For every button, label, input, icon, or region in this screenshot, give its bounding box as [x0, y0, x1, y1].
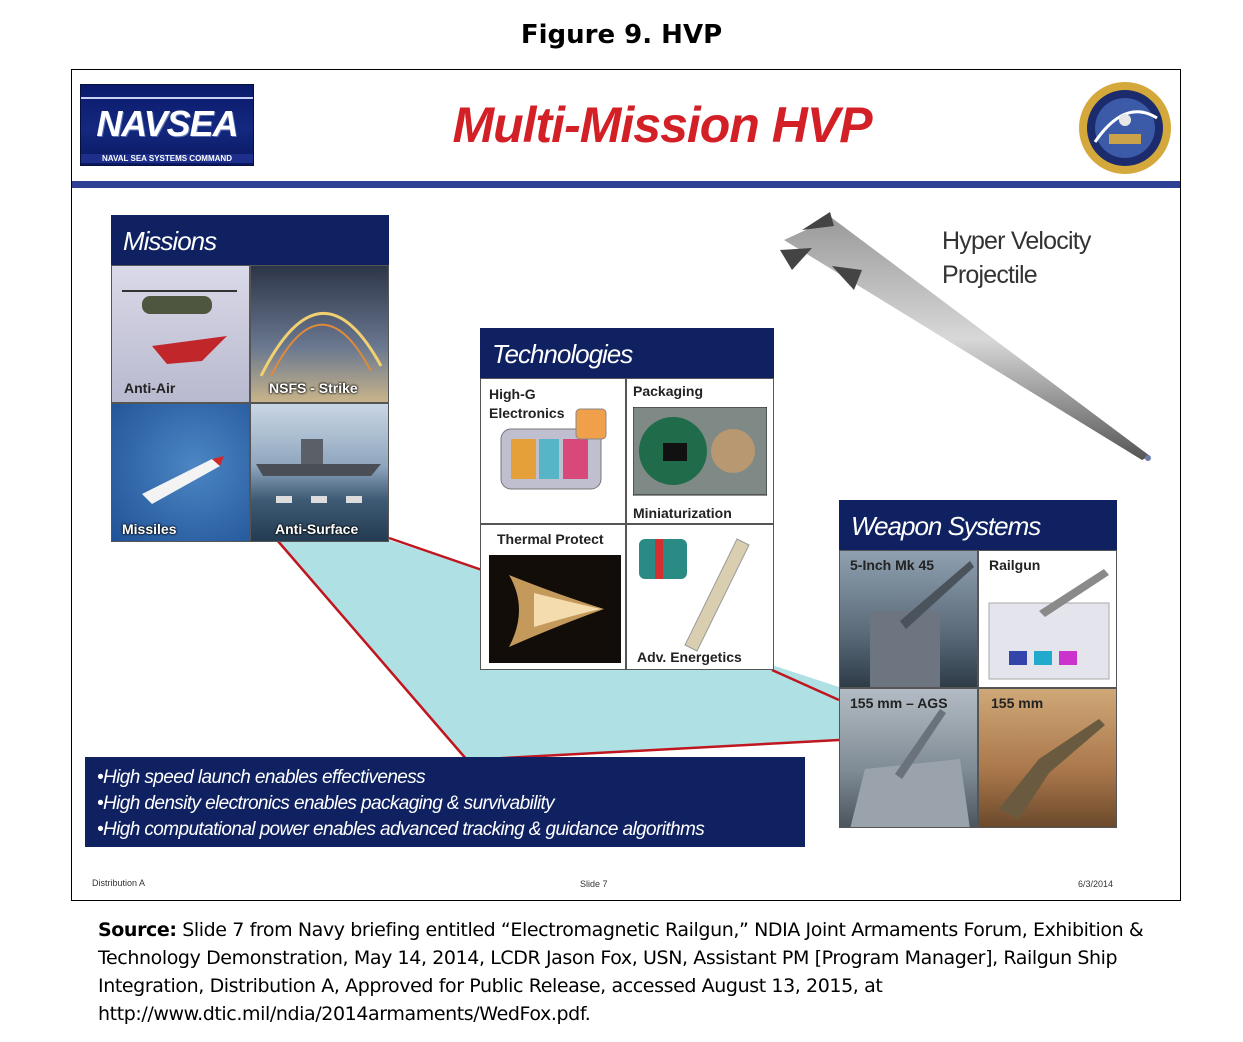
title-rule	[72, 181, 1180, 188]
projectile-label-line2: Projectile	[942, 261, 1037, 289]
weapon-systems-heading: Weapon Systems	[839, 500, 1117, 550]
tile-railgun	[978, 550, 1117, 688]
label-high-g-line2: Electronics	[489, 405, 565, 421]
footer-distribution: Distribution A	[92, 878, 146, 888]
footer-slide-number: Slide 7	[580, 879, 608, 889]
slide-title: Multi-Mission HVP	[452, 97, 872, 153]
tile-thermal-protect	[480, 524, 626, 670]
tile-adv-energetics	[626, 524, 774, 670]
missions-panel	[111, 215, 389, 542]
tile-anti-surface	[250, 403, 389, 542]
label-missiles: Missiles	[122, 521, 177, 537]
label-high-g-line1: High-G	[489, 386, 536, 402]
navsea-wordmark: NAVSEA	[96, 103, 238, 144]
figure-title: Figure 9. HVP	[520, 20, 723, 50]
source-label: Source:	[98, 919, 177, 941]
footer-date: 6/3/2014	[1078, 879, 1114, 889]
source-text: Slide 7 from Navy briefing entitled “Electromagnetic Railgun,” NDIA Joint Armaments Forum, Exhibition & Technology Demonstration, May 14, 2014, LCDR Jason Fox, USN, Assistant PM [Program Manager], Railgun Ship Integration, Distribution A, Approved for Public Release, accessed August 13, 2015, at http://www.dtic.mil/ndia/2014armaments/WedFox.pdf.	[98, 919, 1144, 1025]
tile-high-g-electronics	[480, 378, 626, 524]
label-nsfs-strike: NSFS - Strike	[269, 380, 358, 396]
tile-5-inch-mk45	[839, 550, 978, 688]
tile-packaging	[626, 378, 774, 524]
projectile-label	[942, 224, 1091, 292]
bullet-2: •High density electronics enables packaging & survivability	[97, 793, 555, 814]
bullet-3: •High computational power enables advanced tracking & guidance algorithms	[97, 819, 705, 840]
naval-railgun-seal-icon	[1077, 80, 1173, 176]
technologies-panel	[480, 328, 774, 670]
tile-nsfs-strike	[250, 265, 389, 403]
navsea-logo	[80, 84, 254, 166]
label-anti-surface: Anti-Surface	[275, 521, 359, 537]
label-155mm-ags: 155 mm – AGS	[850, 695, 948, 711]
label-5-inch-mk45: 5-Inch Mk 45	[850, 557, 935, 573]
slide	[71, 69, 1181, 901]
missions-heading: Missions	[111, 215, 389, 265]
navsea-subtitle: NAVAL SEA SYSTEMS COMMAND	[81, 154, 253, 163]
tile-155mm	[978, 688, 1117, 828]
thermal-plume-icon	[489, 555, 621, 663]
benefits-box	[85, 757, 805, 847]
label-high-g-electronics	[489, 385, 564, 423]
source-note	[98, 916, 1178, 1028]
label-packaging: Packaging	[633, 383, 704, 399]
technologies-heading: Technologies	[480, 328, 774, 378]
label-thermal-protect: Thermal Protect	[497, 531, 604, 547]
weapon-systems-panel	[839, 500, 1117, 828]
projectile-label-line1: Hyper Velocity	[942, 227, 1091, 255]
label-anti-air: Anti-Air	[124, 380, 176, 396]
label-railgun: Railgun	[989, 557, 1041, 573]
circuit-board-icon	[633, 407, 767, 497]
label-adv-energetics: Adv. Energetics	[637, 649, 742, 665]
tile-anti-air	[111, 265, 250, 403]
label-miniaturization: Miniaturization	[633, 505, 732, 521]
tile-155mm-ags	[839, 688, 978, 828]
tile-missiles	[111, 403, 250, 542]
label-155mm: 155 mm	[991, 695, 1044, 711]
bullet-1: •High speed launch enables effectiveness	[97, 767, 426, 788]
